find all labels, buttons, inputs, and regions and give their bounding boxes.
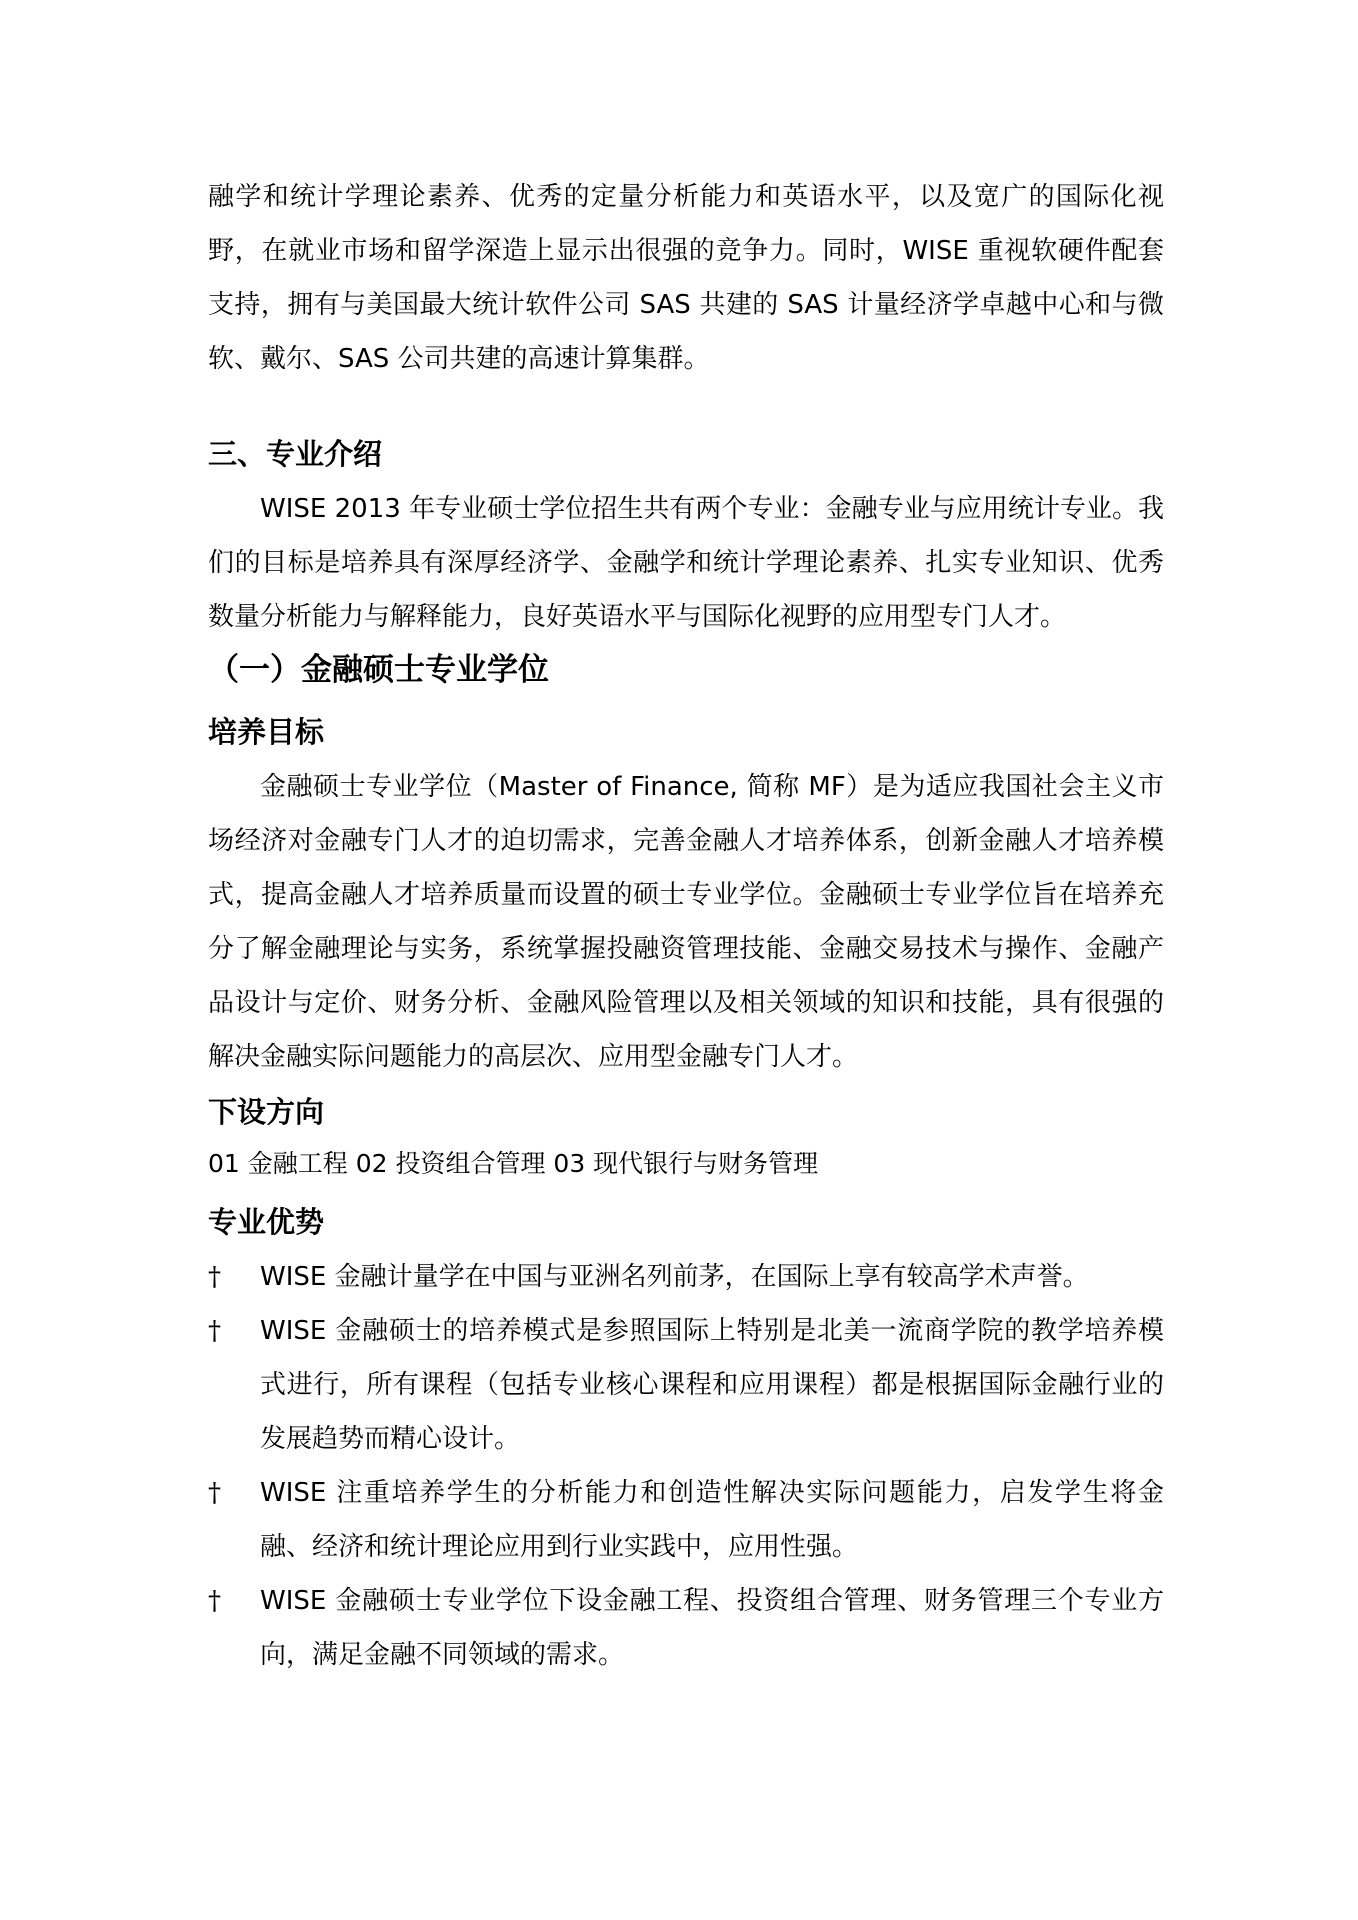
training-goal-paragraph: 金融硕士专业学位（Master of Finance, 简称 MF）是为适应我国社会主义市场经济对金融专门人才的迫切需求，完善金融人才培养体系，创新金融人才培养模式，提高金融人才培养质量而设置的硕士专业学位。金融硕士专业学位旨在培养充分了解金融理论与实务，系统掌握投融资管理技能、金融交易技术与操作、金融产品设计与定价、财务分析、金融风险管理以及相关领域的知识和技能，具有很强的解决金融实际问题能力的高层次、应用型金融专门人才。 bbox=[208, 772, 1164, 1072]
advantage-text: WISE 金融硕士的培养模式是参照国际上特别是北美一流商学院的教学培养模式进行，所有课程（包括专业核心课程和应用课程）都是根据国际金融行业的发展趋势而精心设计。 bbox=[260, 1316, 1164, 1454]
advantage-item bbox=[208, 1304, 1164, 1466]
intro-continuation-paragraph: 融学和统计学理论素养、优秀的定量分析能力和英语水平，以及宽广的国际化视野，在就业市场和留学深造上显示出很强的竞争力。同时，WISE 重视软硬件配套支持，拥有与美国最大统计软件公司 SAS 共建的 SAS 计量经济学卓越中心和与微软、戴尔、SAS 公司共建的高速计算集群。 bbox=[208, 182, 1164, 374]
section-intro-paragraph: WISE 2013 年专业硕士学位招生共有两个专业：金融专业与应用统计专业。我们的目标是培养具有深厚经济学、金融学和统计学理论素养、扎实专业知识、优秀数量分析能力与解释能力，良好英语水平与国际化视野的应用型专门人才。 bbox=[208, 494, 1164, 632]
advantage-text: WISE 注重培养学生的分析能力和创造性解决实际问题能力，启发学生将金融、经济和统计理论应用到行业实践中，应用性强。 bbox=[260, 1478, 1164, 1562]
advantages-heading: 专业优势 bbox=[208, 1205, 325, 1239]
advantage-item bbox=[208, 1466, 1164, 1574]
directions-text: 01 金融工程 02 投资组合管理 03 现代银行与财务管理 bbox=[208, 1149, 819, 1178]
advantage-item bbox=[208, 1574, 1164, 1682]
advantage-text: WISE 金融计量学在中国与亚洲名列前茅，在国际上享有较高学术声誉。 bbox=[260, 1262, 1089, 1292]
section-heading-major-intro: 三、专业介绍 bbox=[208, 437, 383, 471]
dagger-bullet-icon: † bbox=[208, 1478, 221, 1508]
advantage-item bbox=[208, 1250, 1164, 1304]
mf-degree-heading: （一）金融硕士专业学位 bbox=[208, 652, 549, 688]
dagger-bullet-icon: † bbox=[208, 1586, 221, 1616]
dagger-bullet-icon: † bbox=[208, 1262, 221, 1292]
training-goal-heading: 培养目标 bbox=[208, 715, 325, 749]
directions-heading: 下设方向 bbox=[208, 1095, 325, 1129]
dagger-bullet-icon: † bbox=[208, 1316, 221, 1346]
document-page bbox=[208, 170, 1164, 1682]
advantage-text: WISE 金融硕士专业学位下设金融工程、投资组合管理、财务管理三个专业方向，满足金融不同领域的需求。 bbox=[260, 1586, 1164, 1670]
advantages-list bbox=[208, 1250, 1164, 1682]
